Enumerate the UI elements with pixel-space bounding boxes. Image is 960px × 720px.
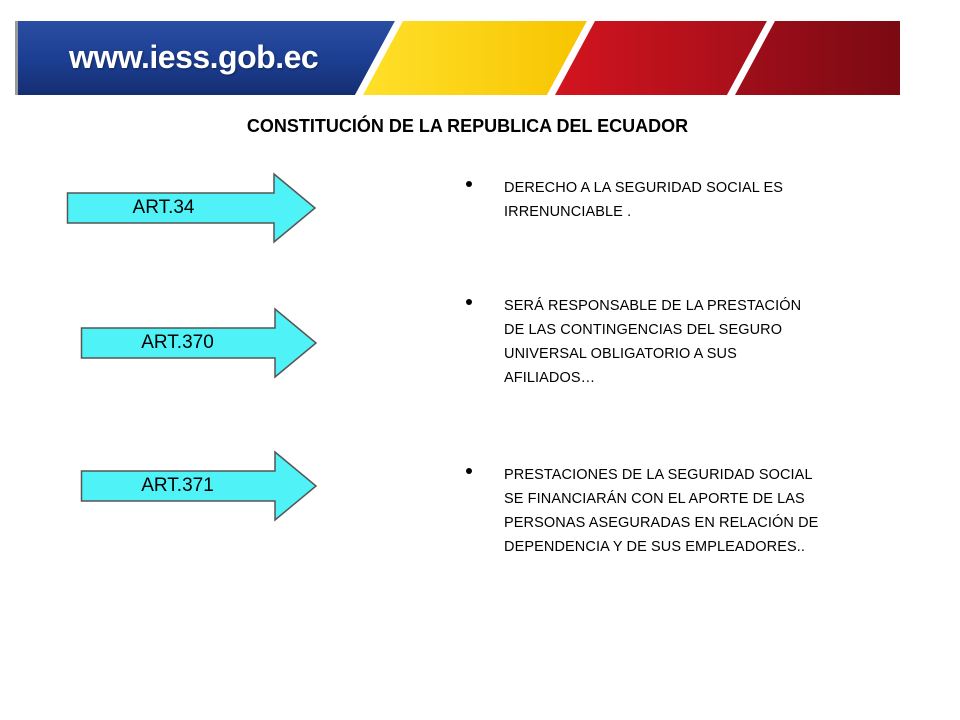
website-url: www.iess.gob.ec [69,39,319,75]
article-arrow-370 [80,307,332,379]
bullet-dot-icon [466,299,472,305]
bullet-dot-icon [466,181,472,187]
bullet-text: SERÁ RESPONSABLE DE LA PRESTACIÓN DE LAS CONTINGENCIAS DEL SEGURO UNIVERSAL OBLIGATORIO A SUS AFILIADOS… [504,298,802,386]
page-title: CONSTITUCIÓN DE LA REPUBLICA DEL ECUADOR [246,116,689,136]
article-arrow-34 [66,172,318,244]
bullet-text: PRESTACIONES DE LA SEGURIDAD SOCIAL SE FINANCIARÁN CON EL APORTE DE LAS PERSONAS ASEGURADAS EN RELACIÓN DE DEPENDENCIA Y DE SUS EMPLEADORES.. [504,467,819,555]
article-label: ART.370 [141,332,214,353]
bullet-dot-icon [466,468,472,474]
article-arrow-371 [80,450,332,522]
bullet-text: DERECHO A LA SEGURIDAD SOCIAL ES IRRENUNCIABLE . [504,180,784,220]
article-label: ART.371 [141,475,214,496]
iess-header-banner [15,21,900,95]
article-label: ART.34 [132,197,195,218]
